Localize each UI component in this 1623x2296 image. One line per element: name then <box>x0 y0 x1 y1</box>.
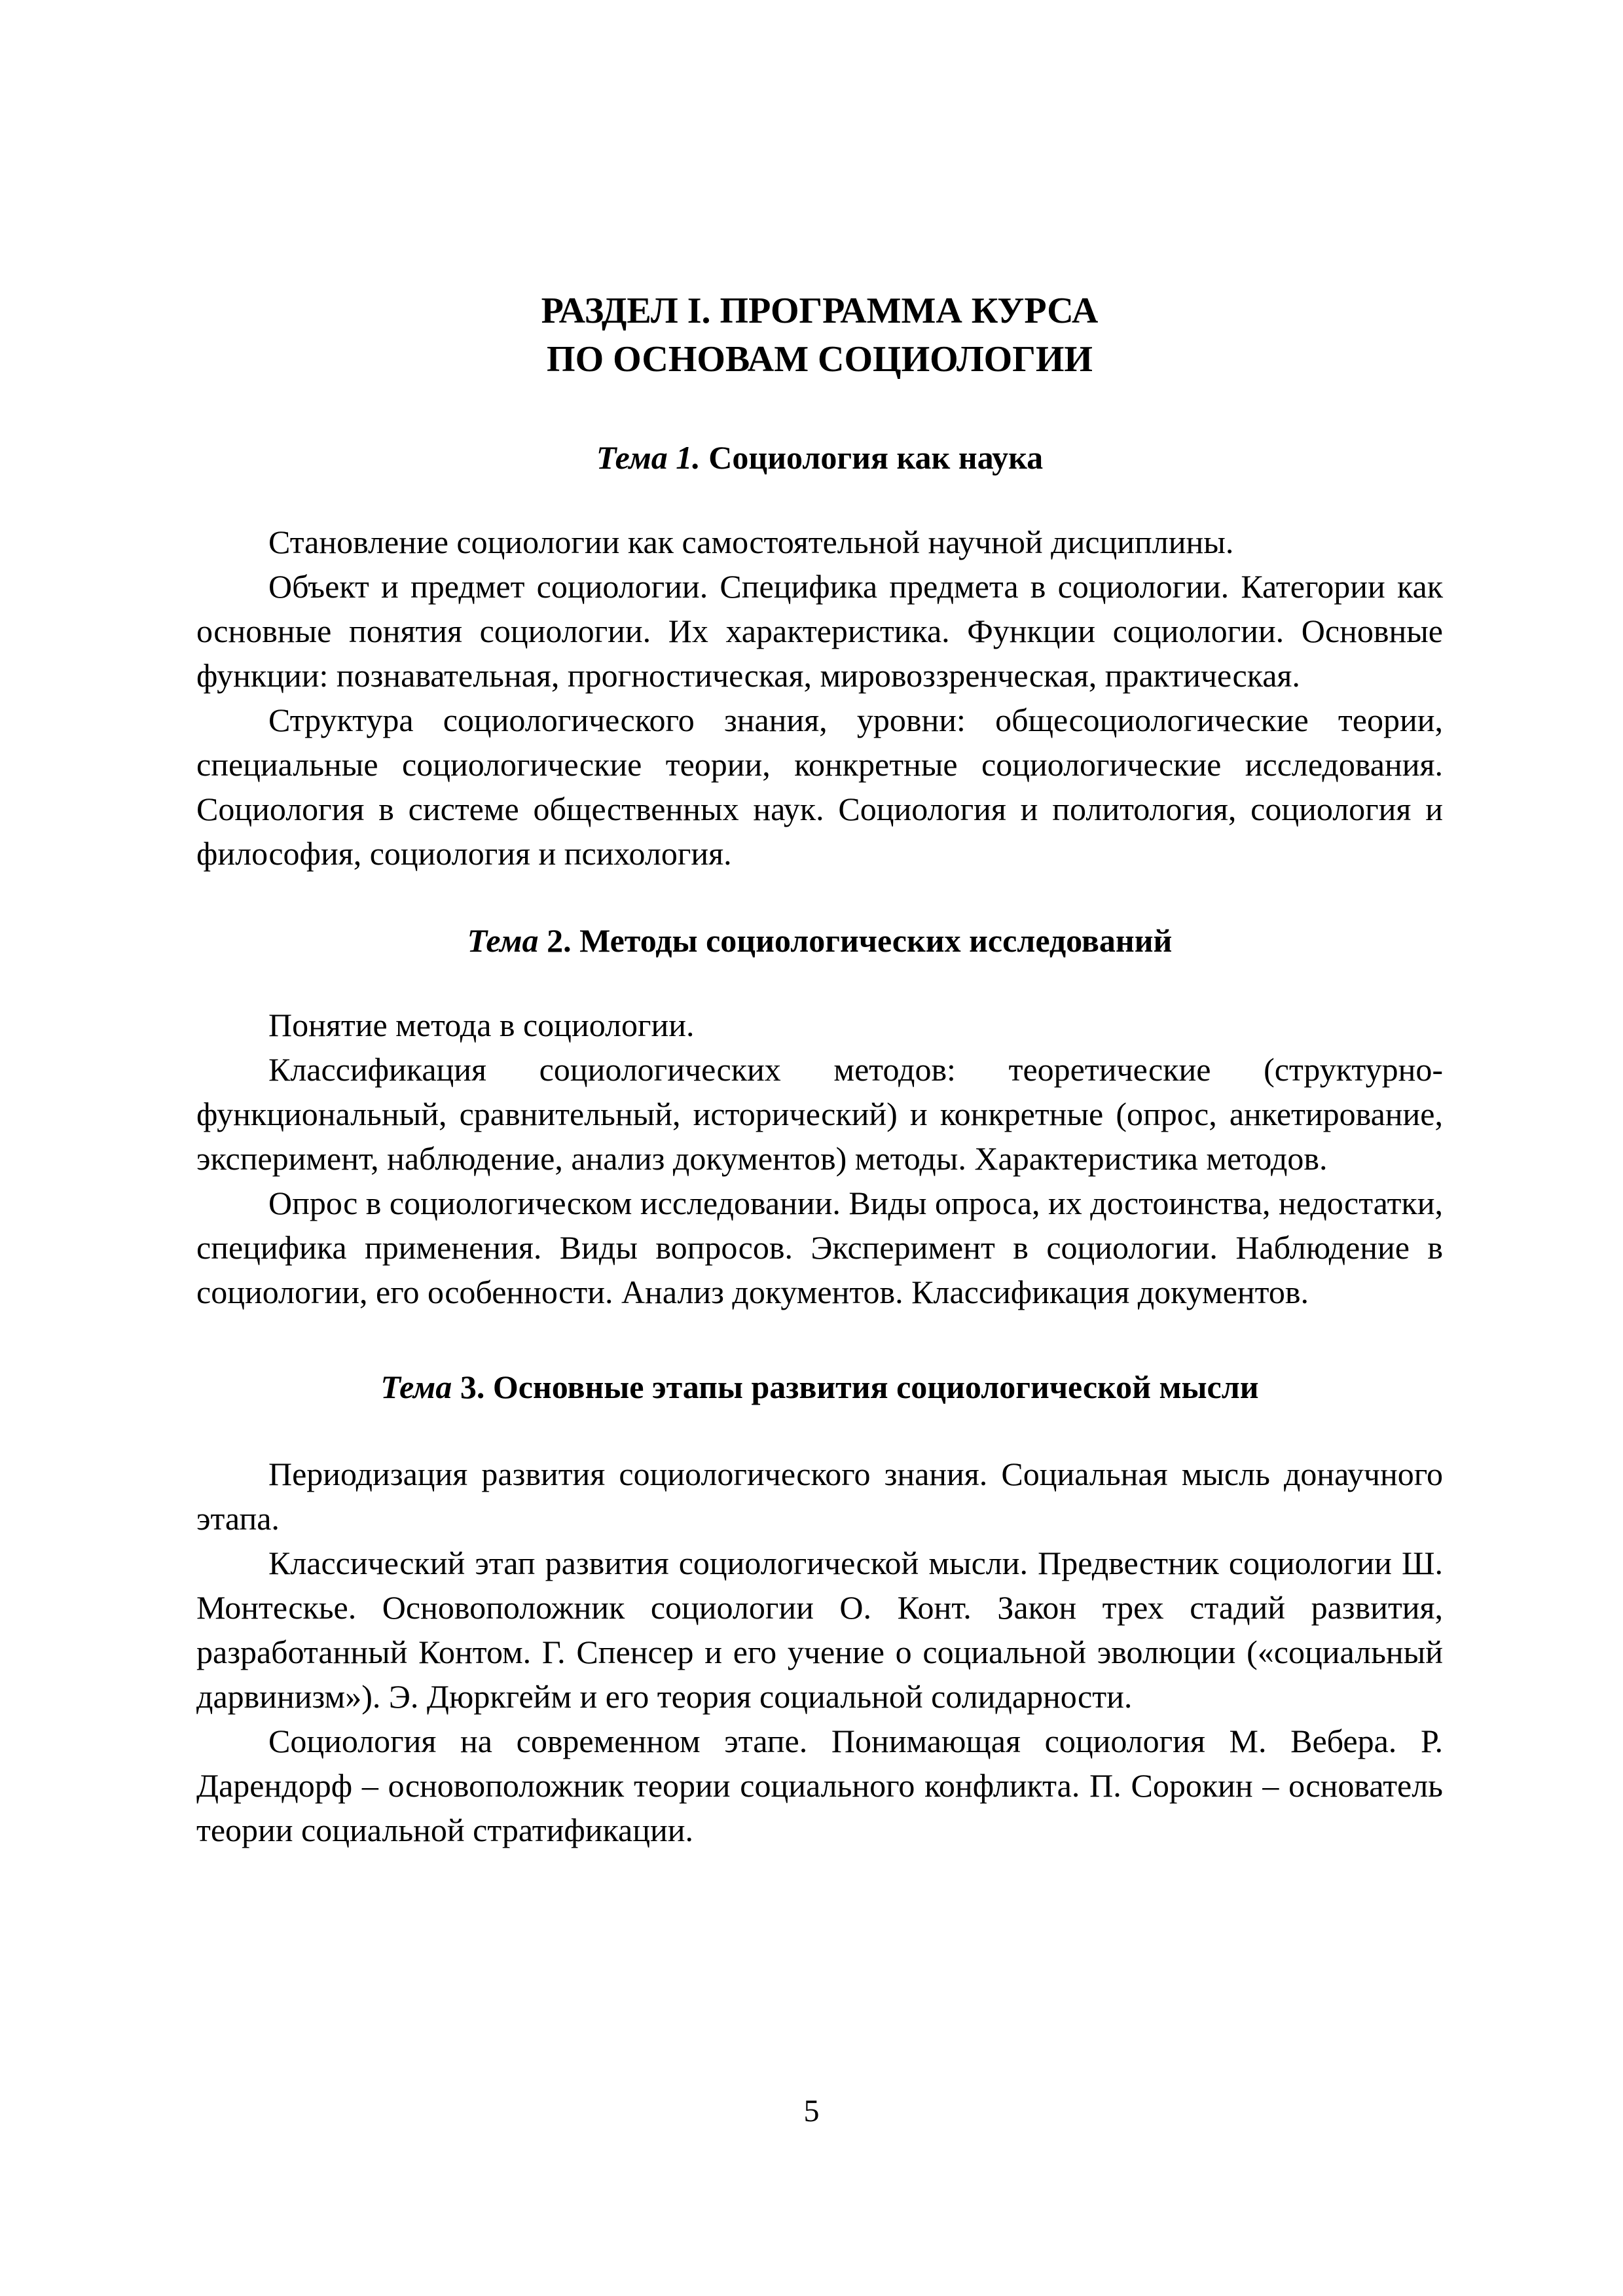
topic-1-body <box>196 520 1443 876</box>
topic-2-paragraph-3: Опрос в социологическом исследовании. Виды опроса, их достоинства, недостатки, специфика применения. Виды вопросов. Эксперимент в социологии. Наблюдение в социологии, его особенности. Анализ документов. Классификация документов. <box>196 1185 1443 1310</box>
topic-2-number: 2. <box>547 922 572 959</box>
topic-2-body <box>196 1003 1443 1314</box>
section-title <box>196 287 1443 384</box>
topic-2-paragraph-2: Классификация социологических методов: теоретические (структурно-функциональный, сравнительный, исторический) и конкретные (опрос, анкетирование, эксперимент, наблюдение, анализ документов) методы. Характеристика методов. <box>196 1051 1443 1177</box>
topic-3-paragraph-3: Социология на современном этапе. Понимающая социология М. Вебера. Р. Дарендорф – основоположник теории социального конфликта. П. Сорокин – основатель теории социальной стратификации. <box>196 1723 1443 1848</box>
topic-3-paragraph-2: Классический этап развития социологической мысли. Предвестник социологии Ш. Монтескье. Основоположник социологии О. Конт. Закон трех стадий развития, разработанный Контом. Г. Спенсер и его учение о социальной эволюции («социальный дарвинизм»). Э. Дюркгейм и его теория социальной солидарности. <box>196 1545 1443 1715</box>
topic-1-heading <box>196 436 1443 479</box>
section-title-line-1: РАЗДЕЛ I. ПРОГРАММА КУРСА <box>541 291 1099 331</box>
topic-2-title: Методы социологических исследований <box>579 922 1173 959</box>
topic-1-label: Тема 1. <box>596 439 701 476</box>
page-content <box>196 287 1443 1852</box>
topic-1-paragraph-1: Становление социологии как самостоятельной научной дисциплины. <box>268 524 1234 560</box>
topic-3-title: Основные этапы развития социологической мысли <box>492 1369 1259 1405</box>
topic-3-paragraph-1: Периодизация развития социологического знания. Социальная мысль донаучного этапа. <box>196 1456 1443 1537</box>
topic-2-heading <box>196 919 1443 962</box>
topic-1-paragraph-3: Структура социологического знания, уровни: общесоциологические теории, специальные социологические теории, конкретные социологические исследования. Социология в системе общественных наук. Социология и политология, социология и философия, социология и психология. <box>196 702 1443 872</box>
topic-3-body <box>196 1452 1443 1852</box>
topic-3-number: 3. <box>460 1369 485 1405</box>
topic-3-label: Тема <box>380 1369 452 1405</box>
page-number: 5 <box>803 2094 820 2128</box>
topic-3-heading <box>196 1365 1443 1408</box>
section-title-line-2: ПО ОСНОВАМ СОЦИОЛОГИИ <box>547 339 1093 380</box>
topic-1-paragraph-2: Объект и предмет социологии. Специфика предмета в социологии. Категории как основные понятия социологии. Их характеристика. Функции социологии. Основные функции: познавательная, прогностическая, мировоззренческая, практическая. <box>196 568 1443 694</box>
topic-2-label: Тема <box>467 922 539 959</box>
topic-2-paragraph-1: Понятие метода в социологии. <box>268 1007 695 1043</box>
topic-1-title: Социология как наука <box>708 439 1044 476</box>
